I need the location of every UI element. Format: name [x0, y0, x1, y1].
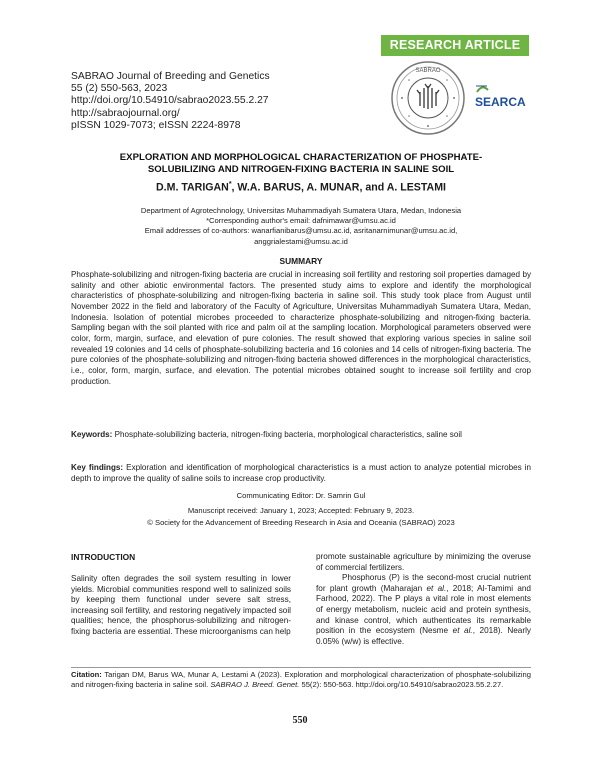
citation-journal: SABRAO J. Breed. Genet. [210, 680, 300, 690]
coauthor-emails: Email addresses of co-authors: wanarfianibarus@umsu.ac.id, asritanarnimunar@umsu.ac.id, [144, 226, 458, 236]
copyright-notice: © Society for the Advancement of Breeding Research in Asia and Oceania (SABRAO) 2023 [147, 518, 455, 527]
article-title [71, 152, 531, 176]
summary-text: Phosphate-solubilizing and nitrogen-fixing bacteria are crucial in increasing soil fertility and restoring soil properties damaged by salinity and other abiotic environmental factors. The presented study aims to explore and identify the morphological characteristics of phosphate-solubilizing and nitrogen-fixing bacteria in saline soil. This study took place from August until November 2022 in the field and laboratory of the Faculty of Agriculture, Universitas Muhammadiyah Sumatera Utara, Medan, Indonesia. Isolation of potential microbes proceeded to characterize phosphate-solubilizing and nitrogen-fixing bacteria. Sampling began with the soil planted with rice and palm oil at the sampling location. Morphological parameters observed were color, form, margin, surface, and elevation of pure colonies. The result showed that exploring various species in saline soil revealed 19 colonies and 14 cells of phosphate-solubilizing bacteria and 16 colonies and 14 cells of nitrogen-fixing bacteria. The pure colonies of the phosphate-solubilizing and nitrogen-fixing bacteria showed differences in the morphological characteristics, i.e., color, form, margin, surface, and elevation. The potential microbes obtained sought to increase soil fertility and crop production. [71, 270, 531, 386]
manuscript-dates: Manuscript received: January 1, 2023; Accepted: February 9, 2023. [187, 506, 415, 515]
research-article-badge: RESEARCH ARTICLE [381, 35, 529, 56]
page-number: 550 [292, 715, 308, 726]
journal-url[interactable]: http://sabraojournal.org/ [71, 107, 180, 119]
keywords-text: Phosphate-solubilizing bacteria, nitrogen-fixing bacteria, morphological characteristics, saline soil [112, 430, 462, 439]
searca-text: SEARCA [475, 95, 526, 109]
journal-name: SABRAO Journal of Breeding and Genetics [71, 71, 270, 82]
first-author: D.M. TARIGAN [156, 181, 229, 194]
corresponding-mark: * [228, 181, 232, 188]
key-findings-text: Exploration and identification of morphological characteristics is a must action to analyze potential microbes in depth to improve the quality of saline soils to increase crop productivity. [71, 463, 531, 483]
keywords-label: Keywords: [71, 430, 113, 439]
intro-right-para-2: Phosphorus (P) is the second-most crucial nutrient for plant growth (Maharajan et al., 2018; Al-Tamimi and Farhood, 2022). The P plays a vital role in most elements of energy metabolism, nucleic acid and protein synthesis, and kinase control, which authenticates its remarkable position in the ecosystem (Nesme et al., 2018). Nearly 0.05% (w/w) is effective. [316, 573, 531, 646]
introduction-left-column: Salinity often degrades the soil system resulting in lower yields. Microbial communities respond well to salinized soils by keeping them functional under severe salt stress, increasing soil fertility, and restoring negatively impacted soil qualities; hence, the phosphorus-solubilizing and nitrogen-fixing bacteria are essential. These microorganisms can help [71, 574, 291, 636]
citation: Citation: Tarigan DM, Barus WA, Munar A, Lestami A (2023). Exploration and morphological characterization of phosphate-solubilizing and nitrogen-fixing bacteria in saline soil. SABRAO J. Breed. Genet. 55(2): 550-563. http://doi.org/10.54910/sabrao2023.55.2.27. [71, 670, 531, 690]
searca-logo [474, 82, 530, 110]
keywords [71, 430, 531, 441]
department: Department of Agrotechnology, Universitas Muhammadiyah Sumatera Utara, Medan, Indonesia [140, 206, 462, 215]
introduction-heading: INTRODUCTION [71, 552, 136, 562]
co-authors: , W.A. BARUS, A. MUNAR, and A. LESTAMI [231, 181, 446, 194]
journal-info [71, 71, 270, 132]
introduction-right-column [316, 552, 531, 647]
communicating-editor: Communicating Editor: Dr. Samrin Gul [236, 491, 366, 500]
affiliation-block [71, 206, 531, 247]
intro-right-para-1: promote sustainable agriculture by minimizing the overuse of commercial fertilizers. [316, 552, 531, 572]
author-list [71, 181, 531, 194]
key-findings-label: Key findings: [71, 463, 124, 472]
sabrao-seal-logo [390, 60, 466, 136]
journal-issue: 55 (2) 550-563, 2023 [71, 83, 168, 95]
journal-issn: pISSN 1029-7073; eISSN 2224-8978 [71, 119, 241, 131]
citation-label: Citation: [71, 670, 102, 679]
summary-heading: SUMMARY [279, 256, 323, 266]
title-line-1: EXPLORATION AND MORPHOLOGICAL CHARACTERIZATION OF PHOSPHATE- [119, 152, 483, 163]
corresponding-email: *Corresponding author's email: dafnimawar@umsu.ac.id [206, 216, 396, 226]
journal-doi[interactable]: http://doi.org/10.54910/sabrao2023.55.2.27 [71, 95, 269, 107]
seal-text: SABRAO [415, 68, 441, 74]
key-findings [71, 463, 531, 484]
coauthor-emails-2: anggrialestami@umsu.ac.id [254, 236, 348, 246]
citation-divider [71, 667, 531, 668]
title-line-2: SOLUBILIZING AND NITROGEN-FIXING BACTERIA IN SALINE SOIL [147, 164, 455, 175]
